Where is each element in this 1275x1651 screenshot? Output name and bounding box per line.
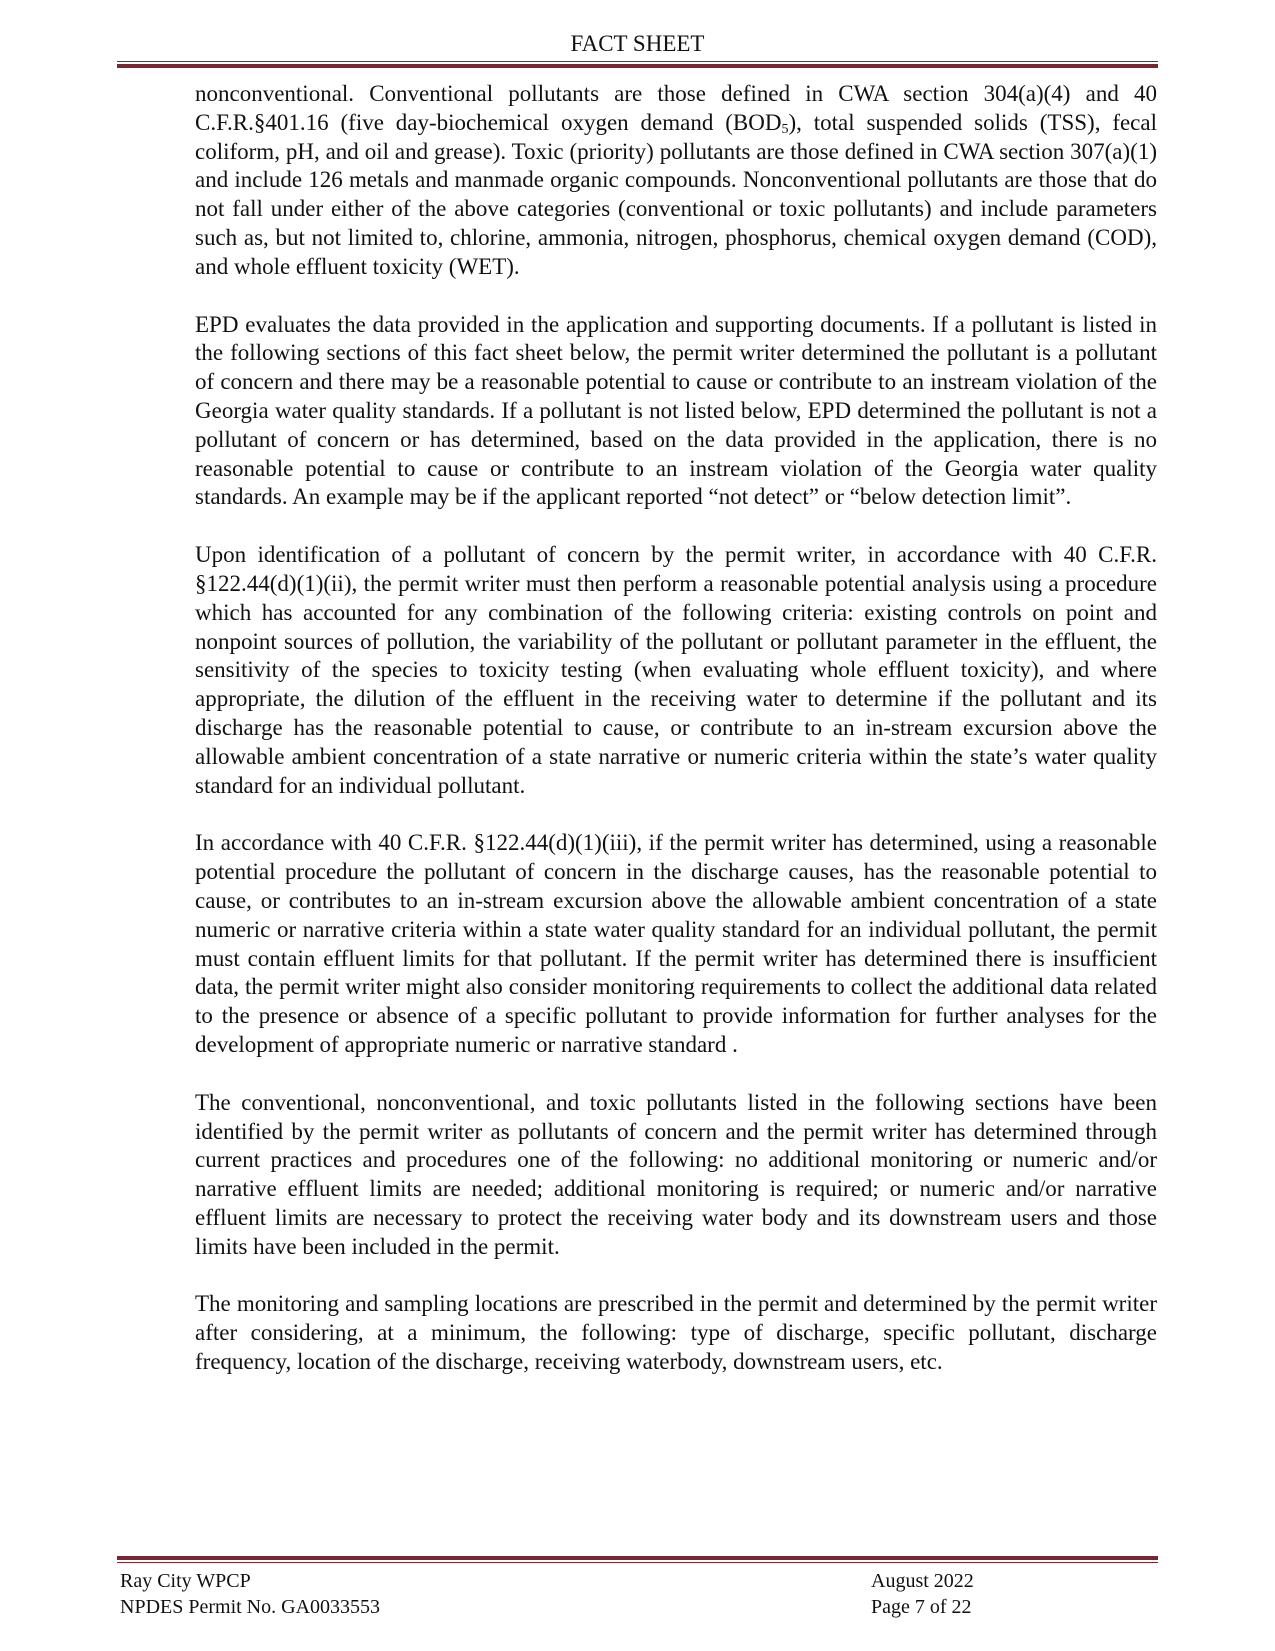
- footer-rule-thick-line: [117, 1556, 1158, 1560]
- subscript-5: 5: [781, 121, 789, 137]
- paragraph-1-text-start: nonconventional. Conventional pollutants are those defined in CWA section 304(a)(4) and 40 C.F.R.§401.16 (five day-biochemical oxygen demand (BOD: [195, 81, 1157, 135]
- footer-date: August 2022: [871, 1570, 974, 1592]
- paragraph-pollutants-of-concern: The conventional, nonconventional, and toxic pollutants listed in the following sections have been identified by the permit writer as pollutants of concern and the permit writer has determined through current practices and procedures one of the following: no additional monitoring or numeric and/or narrative effluent limits are needed; additional monitoring is required; or numeric and/or narrative effluent limits are necessary to protect the receiving water body and its downstream users and those limits have been included in the permit.: [195, 1089, 1157, 1259]
- footer-right: [871, 1568, 974, 1620]
- paragraph-reasonable-potential: Upon identification of a pollutant of concern by the permit writer, in accordance with 40 C.F.R. §122.44(d)(1)(ii), the permit writer must then perform a reasonable potential analysis using a procedure which has accounted for any combination of the following criteria: existing controls on point and nonpoint sources of pollution, the variability of the pollutant or pollutant parameter in the effluent, the sensitivity of the species to toxicity testing (when evaluating whole effluent toxicity), and where appropriate, the dilution of the effluent in the receiving water to determine if the pollutant and its discharge has the reasonable potential to cause, or contribute to an in-stream excursion above the allowable ambient concentration of a state narrative or numeric criteria within the state’s water quality standard for an individual pollutant.: [195, 542, 1157, 798]
- header-rule-thin-line: [117, 61, 1158, 62]
- paragraph-epd-evaluation: EPD evaluates the data provided in the application and supporting documents. If a pollutant is listed in the following sections of this fact sheet below, the permit writer determined the pollutant is a pollutant of concern and there may be a reasonable potential to cause or contribute to an instream violation of the Georgia water quality standards. If a pollutant is not listed below, EPD determined the pollutant is not a pollutant of concern or has determined, based on the data provided in the application, there is no reasonable potential to cause or contribute to an instream violation of the Georgia water quality standards. An example may be if the applicant reported “not detect” or “below detection limit”.: [195, 311, 1157, 510]
- footer-page-number: Page 7 of 22: [871, 1596, 972, 1618]
- footer-rule: [117, 1556, 1158, 1563]
- document-body: [195, 80, 1157, 1406]
- paragraph-effluent-limits: In accordance with 40 C.F.R. §122.44(d)(1)(iii), if the permit writer has determined, using a reasonable potential procedure the pollutant of concern in the discharge causes, has the reasonable potential to cause, or contributes to an in-stream excursion above the allowable ambient concentration of a state numeric or narrative criteria within a state water quality standard for an individual pollutant, the permit must contain effluent limits for that pollutant. If the permit writer has determined there is insufficient data, the permit writer might also consider monitoring requirements to collect the additional data related to the presence or absence of a specific pollutant to provide information for further analyses for the development of appropriate numeric or narrative standard .: [195, 830, 1157, 1057]
- footer-left: [120, 1568, 380, 1620]
- paragraph-monitoring-locations: The monitoring and sampling locations are prescribed in the permit and determined by the permit writer after considering, at a minimum, the following: type of discharge, specific pollutant, discharge frequency, location of the discharge, receiving waterbody, downstream users, etc.: [195, 1291, 1157, 1375]
- footer-rule-thin-line: [117, 1562, 1158, 1563]
- paragraph-1-text-end: ), total suspended solids (TSS), fecal coliform, pH, and oil and grease). Toxic (priority) pollutants are those defined in CWA section 307(a)(1) and include 126 metals and manmade organic compounds. Nonconventional pollutants are those that do not fall under either of the above categories (conventional or toxic pollutants) and include parameters such as, but not limited to, chlorine, ammonia, nitrogen, phosphorus, chemical oxygen demand (COD), and whole effluent toxicity (WET).: [195, 109, 1157, 279]
- page-header-title: FACT SHEET: [570, 31, 705, 56]
- header-rule: [117, 61, 1158, 68]
- footer-permit-number: NPDES Permit No. GA0033553: [120, 1596, 381, 1618]
- header-rule-thick-line: [117, 64, 1158, 68]
- paragraph-pollutant-categories: [195, 80, 1157, 282]
- footer-facility-name: Ray City WPCP: [120, 1570, 251, 1592]
